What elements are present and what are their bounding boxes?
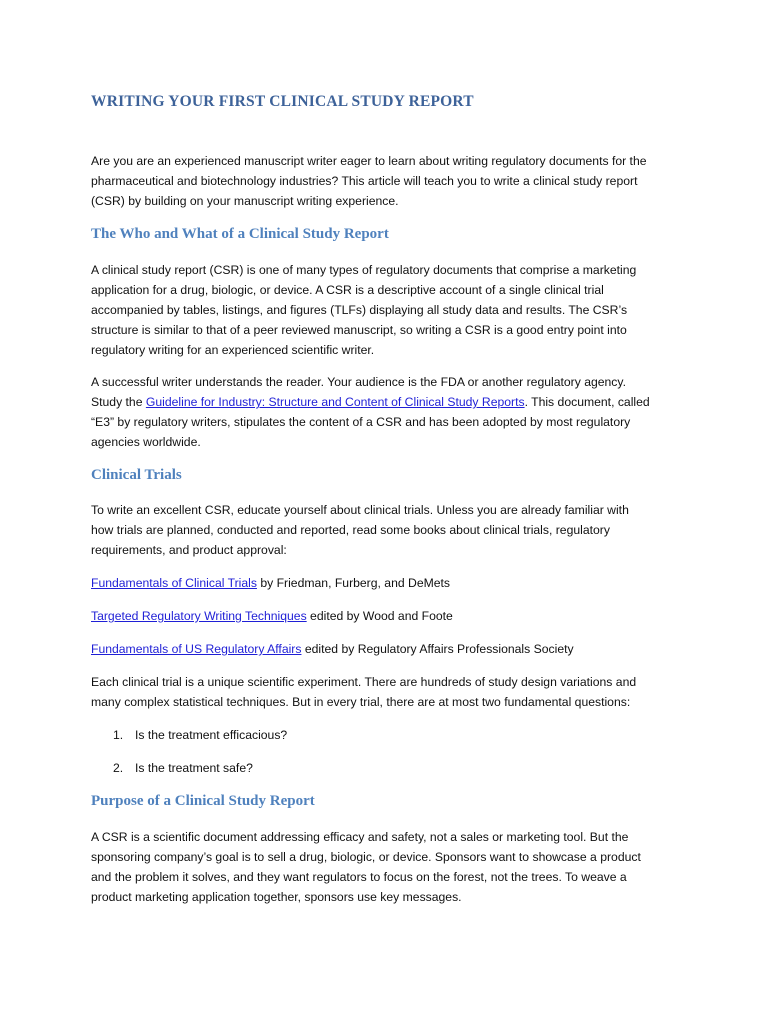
book-reference bbox=[91, 639, 691, 659]
document-title: WRITING YOUR FIRST CLINICAL STUDY REPORT bbox=[91, 93, 474, 110]
list-text: Is the treatment safe? bbox=[135, 761, 253, 775]
text-line: and the problem it solves, and they want regulators to focus on the forest, not the trees. To weave a bbox=[91, 870, 627, 884]
audience-paragraph bbox=[91, 372, 691, 452]
clinical-trials-paragraph bbox=[91, 500, 691, 560]
section-heading-purpose: Purpose of a Clinical Study Report bbox=[91, 793, 315, 809]
book-link-targeted-regulatory-writing[interactable]: Targeted Regulatory Writing Techniques bbox=[91, 609, 307, 623]
text-line: (CSR) by building on your manuscript writing experience. bbox=[91, 194, 399, 208]
guideline-link[interactable]: Guideline for Industry: Structure and Content of Clinical Study Reports bbox=[145, 395, 525, 409]
text-line: regulatory writing for an experienced scientific writer. bbox=[91, 343, 375, 357]
intro-paragraph bbox=[91, 151, 691, 211]
text-line: A successful writer understands the reader. Your audience is the FDA or another regulatory agency. bbox=[91, 375, 626, 389]
book-link-fundamentals-us-regulatory-affairs[interactable]: Fundamentals of US Regulatory Affairs bbox=[91, 642, 302, 656]
text-line: A CSR is a scientific document addressing efficacy and safety, not a sales or marketing tool. But the bbox=[91, 830, 629, 844]
experiment-paragraph bbox=[91, 672, 691, 712]
book-authors: by Friedman, Furberg, and DeMets bbox=[256, 576, 451, 590]
text-line-with-link bbox=[91, 392, 691, 412]
book-authors: edited by Wood and Foote bbox=[306, 609, 453, 623]
text-segment: . This document, called bbox=[524, 395, 650, 409]
text-line: requirements, and product approval: bbox=[91, 543, 287, 557]
book-authors: edited by Regulatory Affairs Professionals Society bbox=[301, 642, 574, 656]
text-line: To write an excellent CSR, educate yourself about clinical trials. Unless you are already familiar with bbox=[91, 503, 629, 517]
text-line: product marketing application together, sponsors use key messages. bbox=[91, 890, 462, 904]
csr-definition-paragraph bbox=[91, 260, 691, 360]
text-line: accompanied by tables, listings, and figures (TLFs) displaying all study data and results. The CSR’s bbox=[91, 303, 628, 317]
text-line: pharmaceutical and biotechnology industries? This article will teach you to write a clinical study report bbox=[91, 174, 638, 188]
text-line: many complex statistical techniques. But in every trial, there are at most two fundamental questions: bbox=[91, 695, 631, 709]
text-line: “E3” by regulatory writers, stipulates the content of a CSR and has been adopted by most regulatory bbox=[91, 415, 631, 429]
text-line: agencies worldwide. bbox=[91, 435, 201, 449]
text-line: Are you are an experienced manuscript writer eager to learn about writing regulatory documents for the bbox=[91, 154, 647, 168]
question-list-item bbox=[113, 725, 287, 745]
section-heading-who-and-what: The Who and What of a Clinical Study Report bbox=[91, 226, 389, 242]
section-heading-clinical-trials: Clinical Trials bbox=[91, 467, 182, 483]
list-number: 1. bbox=[113, 728, 124, 742]
text-line: application for a drug, biologic, or device. A CSR is a descriptive account of a single clinical trial bbox=[91, 283, 604, 297]
text-line: Each clinical trial is a unique scientific experiment. There are hundreds of study design variations and bbox=[91, 675, 637, 689]
text-line: sponsoring company’s goal is to sell a drug, biologic, or device. Sponsors want to showcase a product bbox=[91, 850, 641, 864]
text-line: how trials are planned, conducted and reported, read some books about clinical trials, regulatory bbox=[91, 523, 610, 537]
purpose-paragraph bbox=[91, 827, 691, 907]
question-list-item bbox=[113, 758, 253, 778]
list-text: Is the treatment efficacious? bbox=[135, 728, 288, 742]
book-reference bbox=[91, 606, 691, 626]
list-number: 2. bbox=[113, 761, 124, 775]
book-link-fundamentals-clinical-trials[interactable]: Fundamentals of Clinical Trials bbox=[91, 576, 257, 590]
text-segment: Study the bbox=[91, 395, 146, 409]
text-line: A clinical study report (CSR) is one of many types of regulatory documents that comprise a marketing bbox=[91, 263, 637, 277]
text-line: structure is similar to that of a peer reviewed manuscript, so writing a CSR is a good entry point into bbox=[91, 323, 627, 337]
book-reference bbox=[91, 573, 691, 593]
